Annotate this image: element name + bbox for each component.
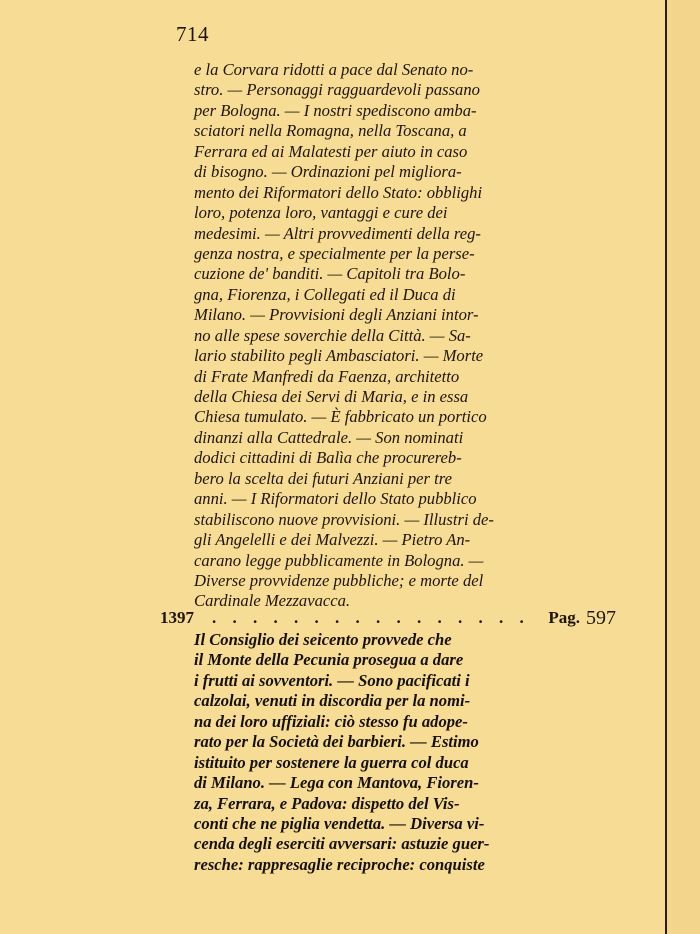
- text-line: no alle spese soverchie della Città. — Sa-: [194, 325, 471, 345]
- year-entry: [160, 608, 580, 632]
- summary-block-2: [194, 630, 575, 875]
- page-reference-number: 597: [586, 607, 616, 629]
- text-line: Milano. — Provvisioni degli Anziani intor-: [194, 305, 479, 325]
- entry-year: 1397: [160, 608, 194, 627]
- text-line: della Chiesa dei Servi di Maria, e in essa: [194, 387, 469, 406]
- text-line: di Frate Manfredi da Faenza, architetto: [194, 366, 460, 386]
- text-line: il Monte della Pecunia prosegua a dare: [194, 650, 464, 670]
- text-line: di bisogno. — Ordinazioni pel migliora-: [194, 162, 462, 182]
- text-line: rato per la Società dei barbieri. — Estimo: [194, 732, 479, 752]
- text-line: na dei loro uffiziali: ciò stesso fu adope-: [194, 711, 468, 731]
- text-line: anni. — I Riformatori dello Stato pubblico: [194, 489, 477, 509]
- summary-block-1: [194, 60, 575, 612]
- text-line: lario stabilito pegli Ambasciatori. — Morte: [194, 346, 484, 366]
- text-line: dinanzi alla Cattedrale. — Son nominati: [194, 427, 464, 447]
- text-line: stro. — Personaggi ragguardevoli passano: [194, 80, 480, 100]
- text-line: carano legge pubblicamente in Bologna. —: [194, 550, 484, 570]
- text-line: bero la scelta dei futuri Anziani per tre: [194, 468, 452, 488]
- text-line: gli Angelelli e dei Malvezzi. — Pietro An-: [194, 530, 471, 550]
- text-line: Cardinale Mezzavacca.: [194, 591, 351, 611]
- text-line: Ferrara ed ai Malatesti per aiuto in caso: [194, 141, 468, 161]
- page-edge-margin: [667, 0, 700, 934]
- text-line: medesimi. — Altri provvedimenti della reg-: [194, 223, 481, 243]
- text-line: cuzione de' banditi. — Capitoli tra Bolo-: [194, 264, 466, 284]
- text-line: loro, potenza loro, vantaggi e cure dei: [194, 203, 448, 223]
- text-line: za, Ferrara, e Padova: dispetto del Vis-: [194, 793, 460, 813]
- text-line: mento dei Riformatori dello Stato: obblighi: [194, 182, 483, 202]
- text-line: i frutti ai sovventori. — Sono pacificati i: [194, 670, 470, 690]
- page-reference-label: Pag.: [548, 608, 580, 627]
- text-line: Diverse provvidenze pubbliche; e morte del: [194, 570, 484, 590]
- text-line: dodici cittadini di Balìa che procurereb-: [194, 448, 462, 468]
- text-line: genza nostra, e specialmente per la perse-: [194, 243, 475, 263]
- text-line: per Bologna. — I nostri spediscono amba-: [194, 100, 477, 120]
- text-line: Chiesa tumulato. — È fabbricato un portico: [194, 407, 487, 427]
- text-line: istituito per sostenere la guerra col duca: [194, 752, 469, 772]
- text-line: Il Consiglio dei seicento provvede che: [194, 630, 452, 649]
- text-line: calzolai, venuti in discordia per la nomi-: [194, 691, 471, 711]
- text-line: gna, Fiorenza, i Collegati ed il Duca di: [194, 284, 456, 304]
- text-line: cenda degli eserciti avversari: astuzie guer-: [194, 834, 490, 854]
- text-line: e la Corvara ridotti a pace dal Senato no-: [194, 60, 474, 79]
- text-line: stabiliscono nuove provvisioni. — Illustri de-: [194, 509, 494, 529]
- text-line: resche: rappresaglie reciproche: conquiste: [194, 854, 485, 874]
- page-number: 714: [176, 22, 209, 46]
- leader-dots: . . . . . . . . . . . . . . . .: [212, 608, 530, 627]
- text-line: conti che ne piglia vendetta. — Diversa vi-: [194, 813, 485, 833]
- text-line: sciatori nella Romagna, nella Toscana, a: [194, 121, 467, 141]
- text-line: di Milano. — Lega con Mantova, Fioren-: [194, 773, 479, 793]
